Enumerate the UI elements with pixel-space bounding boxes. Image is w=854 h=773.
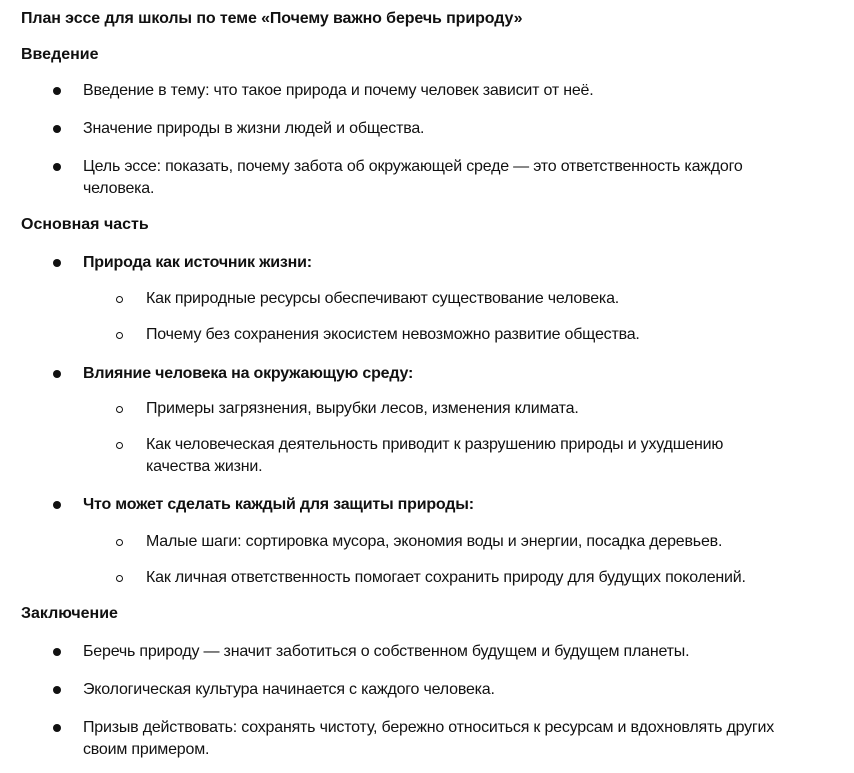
- section-heading-conclusion: Заключение: [21, 605, 118, 622]
- bullet-icon: [53, 686, 61, 694]
- sub-item-1-2: Почему без сохранения экосистем невозможно развитие общества.: [146, 326, 640, 343]
- circle-bullet-icon: [116, 575, 123, 582]
- bullet-icon: [53, 259, 61, 267]
- section-heading-main: Основная часть: [21, 216, 149, 233]
- list-item-conclusion-1: Беречь природу — значит заботиться о собственном будущем и будущем планеты.: [83, 643, 690, 660]
- bullet-icon: [53, 163, 61, 171]
- bullet-icon: [53, 125, 61, 133]
- list-item-intro-3: Цель эссе: показать, почему забота об окружающей среде — это ответственность каждого: [83, 158, 743, 175]
- sub-item-2-2-continued: качества жизни.: [146, 458, 263, 475]
- document-title: План эссе для школы по теме «Почему важно беречь природу»: [21, 10, 523, 27]
- list-item-intro-3-continued: человека.: [83, 180, 155, 197]
- sub-item-3-2: Как личная ответственность помогает сохранить природу для будущих поколений.: [146, 569, 746, 586]
- bullet-icon: [53, 501, 61, 509]
- group-title-1: Природа как источник жизни:: [83, 254, 312, 271]
- circle-bullet-icon: [116, 406, 123, 413]
- circle-bullet-icon: [116, 332, 123, 339]
- sub-item-3-1: Малые шаги: сортировка мусора, экономия воды и энергии, посадка деревьев.: [146, 533, 723, 550]
- circle-bullet-icon: [116, 539, 123, 546]
- bullet-icon: [53, 648, 61, 656]
- group-title-3: Что может сделать каждый для защиты природы:: [83, 496, 474, 513]
- list-item-conclusion-3: Призыв действовать: сохранять чистоту, бережно относиться к ресурсам и вдохновлять других: [83, 719, 775, 736]
- sub-item-1-1: Как природные ресурсы обеспечивают существование человека.: [146, 290, 620, 307]
- bullet-icon: [53, 87, 61, 95]
- sub-item-2-1: Примеры загрязнения, вырубки лесов, изменения климата.: [146, 400, 579, 417]
- section-heading-intro: Введение: [21, 46, 99, 63]
- bullet-icon: [53, 724, 61, 732]
- list-item-conclusion-3-continued: своим примером.: [83, 741, 210, 758]
- sub-item-2-2: Как человеческая деятельность приводит к разрушению природы и ухудшению: [146, 436, 724, 453]
- list-item-intro-1: Введение в тему: что такое природа и почему человек зависит от неё.: [83, 82, 594, 99]
- circle-bullet-icon: [116, 442, 123, 449]
- list-item-conclusion-2: Экологическая культура начинается с каждого человека.: [83, 681, 495, 698]
- group-title-2: Влияние человека на окружающую среду:: [83, 365, 414, 382]
- list-item-intro-2: Значение природы в жизни людей и общества.: [83, 120, 425, 137]
- bullet-icon: [53, 370, 61, 378]
- circle-bullet-icon: [116, 296, 123, 303]
